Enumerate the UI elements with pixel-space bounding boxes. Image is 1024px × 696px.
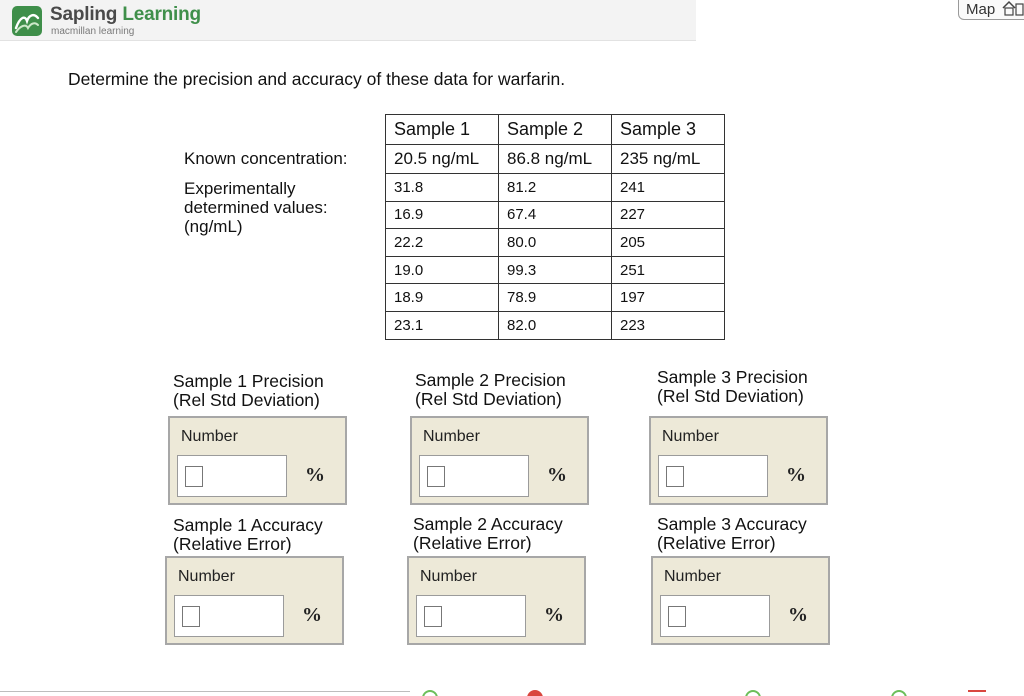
- table-cell: 16.9: [386, 201, 499, 229]
- input-cursor: [185, 466, 203, 487]
- table-cell: 22.2: [386, 229, 499, 257]
- sample-3-accuracy-input[interactable]: [660, 595, 770, 637]
- table-cell: 18.9: [386, 284, 499, 312]
- sample-3-accuracy-label: [657, 515, 807, 553]
- table-cell: 23.1: [386, 311, 499, 339]
- number-label: Number: [178, 568, 235, 585]
- table-header-row: [386, 115, 725, 145]
- experimental-label-line: determined values:: [184, 198, 328, 217]
- table-cell: 197: [612, 284, 725, 312]
- sample-1-accuracy-input[interactable]: [174, 595, 284, 637]
- sample-1-precision-label: [173, 372, 324, 410]
- table-cell: 78.9: [499, 284, 612, 312]
- map-label: Map: [966, 1, 996, 18]
- experimental-label-line: Experimentally: [184, 179, 296, 198]
- label-line: (Relative Error): [413, 533, 532, 553]
- experimental-values-label: [184, 179, 328, 236]
- table-cell: 99.3: [499, 256, 612, 284]
- sample-2-precision-label: [415, 371, 566, 409]
- table-cell: 223: [612, 311, 725, 339]
- input-cursor: [182, 606, 200, 627]
- table-cell: 19.0: [386, 256, 499, 284]
- map-icon[interactable]: [1001, 0, 1024, 16]
- label-line: Sample 2 Accuracy: [413, 514, 563, 534]
- label-line: Sample 3 Precision: [657, 367, 808, 387]
- table-cell: 81.2: [499, 174, 612, 202]
- sample-1-precision-input[interactable]: [177, 455, 287, 497]
- check-icon[interactable]: [745, 690, 761, 696]
- brand-title: [50, 4, 201, 26]
- label-line: Sample 2 Precision: [415, 370, 566, 390]
- label-line: (Relative Error): [657, 533, 776, 553]
- table-cell: 67.4: [499, 201, 612, 229]
- label-line: Sample 1 Precision: [173, 371, 324, 391]
- number-label: Number: [420, 568, 477, 585]
- percent-unit: %: [305, 464, 325, 486]
- input-cursor: [666, 466, 684, 487]
- sapling-logo-icon: [11, 5, 43, 37]
- table-cell: 31.8: [386, 174, 499, 202]
- header-bar: [0, 0, 696, 41]
- check-icon[interactable]: [891, 690, 907, 696]
- sample-2-accuracy-label: [413, 515, 563, 553]
- sample-1-accuracy-label: [173, 516, 323, 554]
- sample-2-precision-answer: [410, 416, 589, 505]
- brand-second: Learning: [122, 4, 201, 25]
- table-row: [386, 201, 725, 229]
- table-row: [386, 256, 725, 284]
- table-cell: 86.8 ng/mL: [499, 145, 612, 174]
- input-cursor: [424, 606, 442, 627]
- table-row: [386, 311, 725, 339]
- percent-unit: %: [788, 604, 808, 626]
- experimental-label-line: (ng/mL): [184, 217, 243, 236]
- table-cell: 20.5 ng/mL: [386, 145, 499, 174]
- brand-subtitle: macmillan learning: [51, 26, 135, 37]
- number-label: Number: [662, 428, 719, 445]
- table-cell: 241: [612, 174, 725, 202]
- sample-1-precision-answer: [168, 416, 347, 505]
- table-row: [386, 174, 725, 202]
- table-cell: 235 ng/mL: [612, 145, 725, 174]
- brand-first: Sapling: [50, 4, 118, 25]
- label-line: (Rel Std Deviation): [415, 389, 562, 409]
- sample-3-precision-answer: [649, 416, 828, 505]
- percent-unit: %: [544, 604, 564, 626]
- table-row-known: [386, 145, 725, 174]
- label-line: (Rel Std Deviation): [173, 390, 320, 410]
- question-text: Determine the precision and accuracy of these data for warfarin.: [68, 69, 566, 89]
- sample-2-accuracy-input[interactable]: [416, 595, 526, 637]
- table-cell: 205: [612, 229, 725, 257]
- sample-3-precision-input[interactable]: [658, 455, 768, 497]
- sample-2-accuracy-answer: [407, 556, 586, 645]
- sample-3-precision-label: [657, 368, 808, 406]
- percent-unit: %: [786, 464, 806, 486]
- number-label: Number: [664, 568, 721, 585]
- number-label: Number: [423, 428, 480, 445]
- table-header-cell: Sample 2: [499, 115, 612, 145]
- table-header-cell: Sample 1: [386, 115, 499, 145]
- table-cell: 82.0: [499, 311, 612, 339]
- percent-unit: %: [547, 464, 567, 486]
- sample-2-precision-input[interactable]: [419, 455, 529, 497]
- sample-1-accuracy-answer: [165, 556, 344, 645]
- flag-icon[interactable]: [968, 690, 986, 696]
- label-line: (Rel Std Deviation): [657, 386, 804, 406]
- label-line: Sample 3 Accuracy: [657, 514, 807, 534]
- sample-3-accuracy-answer: [651, 556, 830, 645]
- table-cell: 251: [612, 256, 725, 284]
- table-row: [386, 229, 725, 257]
- label-line: Sample 1 Accuracy: [173, 515, 323, 535]
- number-label: Number: [181, 428, 238, 445]
- table-row: [386, 284, 725, 312]
- input-cursor: [668, 606, 686, 627]
- percent-unit: %: [302, 604, 322, 626]
- table-cell: 80.0: [499, 229, 612, 257]
- check-icon[interactable]: [422, 690, 438, 696]
- label-line: (Relative Error): [173, 534, 292, 554]
- input-cursor: [427, 466, 445, 487]
- give-up-icon[interactable]: [527, 690, 543, 696]
- known-concentration-label: Known concentration:: [184, 149, 348, 168]
- data-table: [385, 114, 725, 340]
- footer-divider: [0, 691, 410, 692]
- table-cell: 227: [612, 201, 725, 229]
- table-header-cell: Sample 3: [612, 115, 725, 145]
